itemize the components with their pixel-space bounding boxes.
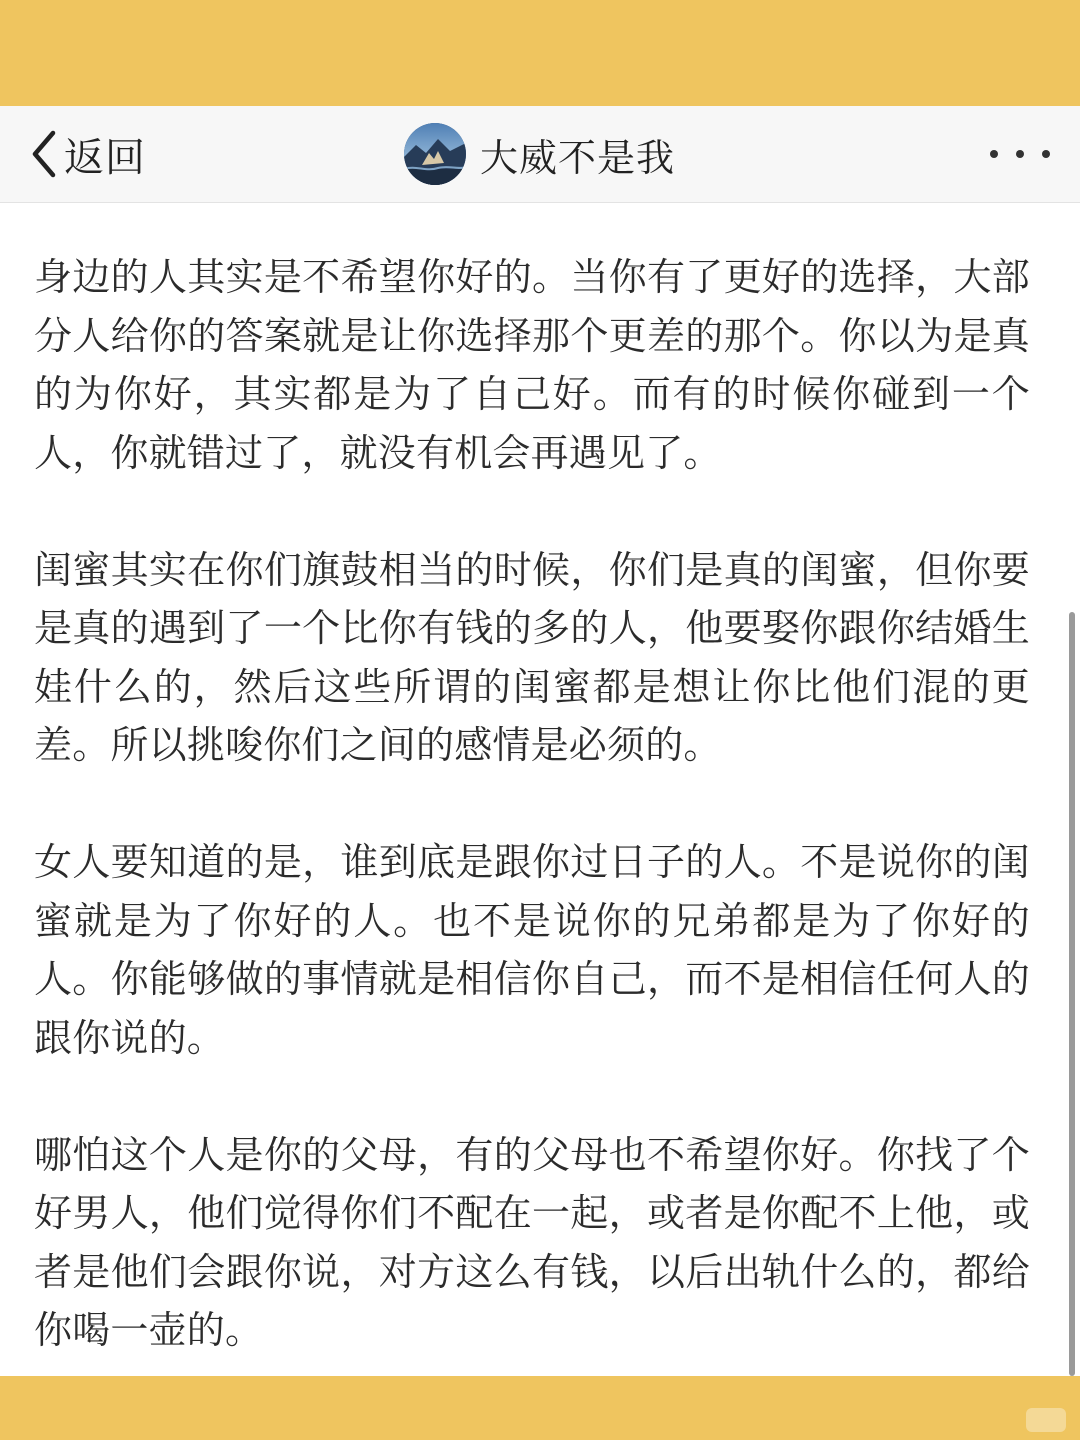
chevron-left-icon — [26, 124, 62, 184]
post-paragraph-2: 闺蜜其实在你们旗鼓相当的时候，你们是真的闺蜜，但你要是真的遇到了一个比你有钱的多的人，他要娶你跟你结婚生娃什么的，然后这些所谓的闺蜜都是想让你比他们混的更差。所以挑唆你们之间的感情是必须的。 — [34, 547, 1030, 767]
vertical-scrollbar[interactable] — [1069, 612, 1075, 1376]
more-dot-icon — [990, 150, 998, 158]
watermark-icon — [1026, 1408, 1066, 1432]
post-paragraph-1: 身边的人其实是不希望你好的。当你有了更好的选择，大部分人给你的答案就是让你选择那个更差的那个。你以为是真的为你好，其实都是为了自己好。而有的时候你碰到一个人，你就错过了，就没有机会再遇见了。 — [34, 255, 1030, 475]
post-content — [34, 248, 1030, 1418]
bottom-color-band — [0, 1376, 1080, 1440]
author-profile[interactable] — [404, 118, 675, 190]
top-color-band — [0, 0, 1080, 106]
back-label: 返回 — [64, 134, 146, 181]
more-dot-icon — [1042, 150, 1050, 158]
post-paragraph-3: 女人要知道的是，谁到底是跟你过日子的人。不是说你的闺蜜就是为了你好的人。也不是说你的兄弟都是为了你好的人。你能够做的事情就是相信你自己，而不是相信任何人的跟你说的。 — [34, 840, 1030, 1060]
author-name[interactable]: 大威不是我 — [480, 135, 676, 180]
more-dot-icon — [1016, 150, 1024, 158]
navigation-bar — [0, 106, 1080, 203]
back-button[interactable] — [26, 124, 146, 184]
more-options-button[interactable] — [990, 136, 1050, 172]
post-paragraph-4: 哪怕这个人是你的父母，有的父母也不希望你好。你找了个好男人，他们觉得你们不配在一起，或者是你配不上他，或者是他们会跟你说，对方这么有钱，以后出轨什么的，都给你喝一壶的。 — [34, 1132, 1030, 1352]
avatar[interactable] — [404, 123, 466, 185]
